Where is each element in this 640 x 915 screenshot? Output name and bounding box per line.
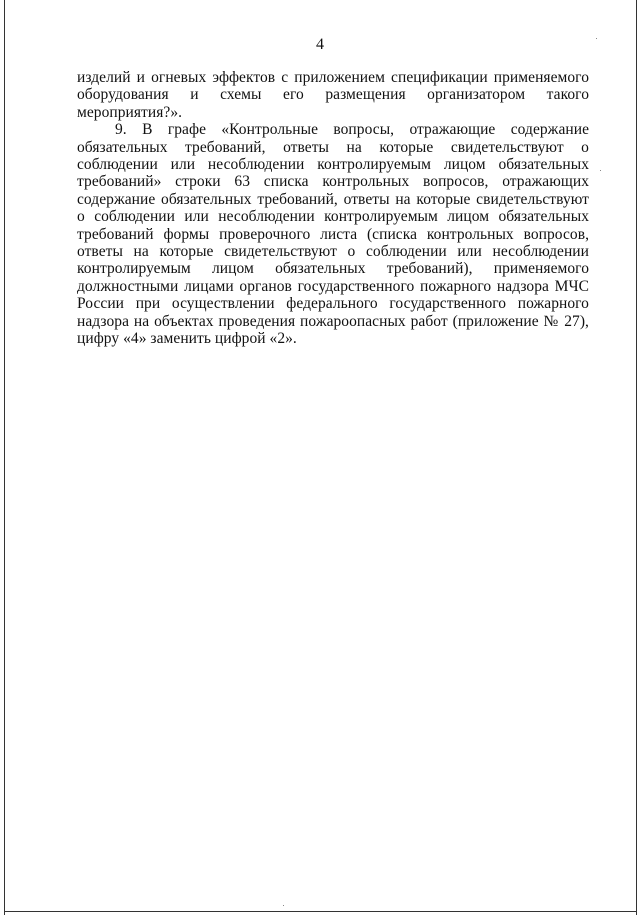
scan-border-right [636,0,637,915]
page-number: 4 [316,36,324,53]
document-body [77,69,589,348]
scan-border-left [4,0,5,915]
scan-border-bottom [4,911,637,912]
paragraph-continuation: изделий и огневых эффектов с приложением спецификации применяемого оборудования и схемы его размещения организатором такого мероприятия?». [77,69,589,121]
scan-speck [600,170,601,171]
scan-speck [283,905,284,906]
scan-speck [596,38,597,39]
paragraph-item-9: 9. В графе «Контрольные вопросы, отражающие содержание обязательных требований, ответы на которые свидетельствуют о соблюдении или несоблюдении контролируемым лицом обязательных требований» строки 63 списка контрольных вопросов, отражающих содержание обязательных требований, ответы на которые свидетельствуют о соблюдении или несоблюдении контролируемым лицом обязательных требований формы проверочного листа (списка контрольных вопросов, ответы на которые свидетельствуют о соблюдении или несоблюдении контролируемым лицом обязательных требований), применяемого должностными лицами органов государственного пожарного надзора МЧС России при осуществлении федерального государственного пожарного надзора на объектах проведения пожароопасных работ (приложение № 27), цифру «4» заменить цифрой «2». [77,121,589,348]
